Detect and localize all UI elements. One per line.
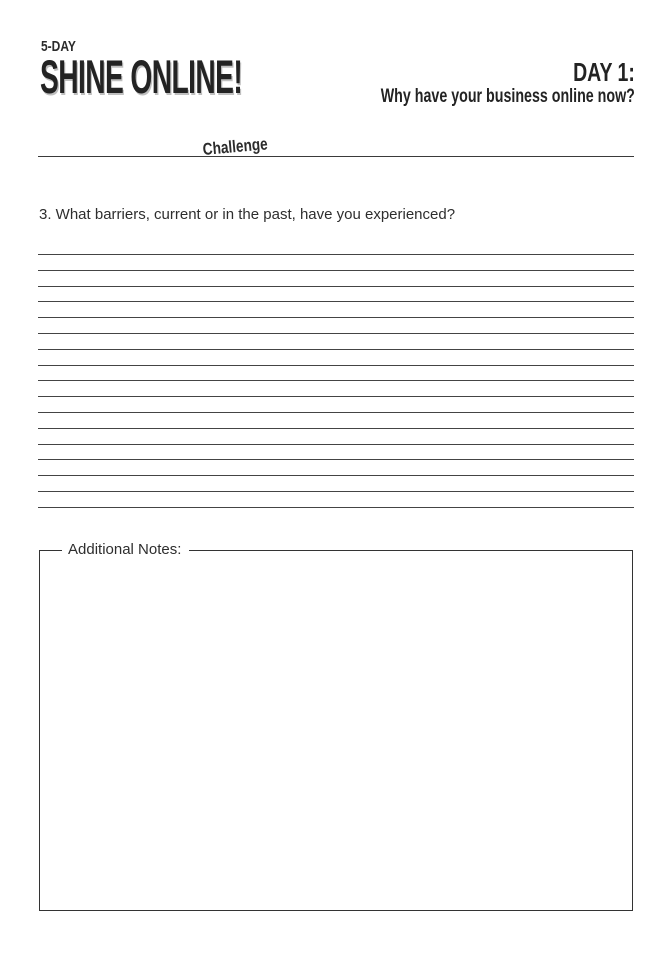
answer-line[interactable] [38, 286, 634, 287]
answer-line[interactable] [38, 317, 634, 318]
additional-notes-label: Additional Notes: [62, 541, 189, 559]
day-heading [296, 58, 635, 108]
logo-day-count: 5-DAY [41, 38, 76, 55]
answer-line[interactable] [38, 412, 634, 413]
logo-subtitle: Challenge [202, 134, 269, 159]
answer-line[interactable] [38, 475, 634, 476]
answer-line[interactable] [38, 301, 634, 302]
answer-line[interactable] [38, 349, 634, 350]
answer-line[interactable] [38, 507, 634, 508]
day-title: DAY 1: [573, 57, 635, 87]
header-divider [38, 156, 634, 157]
answer-line[interactable] [38, 380, 634, 381]
answer-line[interactable] [38, 396, 634, 397]
answer-line[interactable] [38, 428, 634, 429]
answer-line[interactable] [38, 365, 634, 366]
additional-notes-box[interactable] [39, 550, 633, 911]
answer-line[interactable] [38, 254, 634, 255]
answer-line[interactable] [38, 491, 634, 492]
answer-line[interactable] [38, 270, 634, 271]
answer-line[interactable] [38, 333, 634, 334]
answer-line[interactable] [38, 444, 634, 445]
question-prompt: 3. What barriers, current or in the past, have you experienced? [39, 206, 456, 223]
day-subtitle: Why have your business online now? [380, 86, 635, 107]
challenge-logo [40, 38, 290, 159]
logo-title: SHINE ONLINE! [40, 50, 243, 103]
answer-line[interactable] [38, 459, 634, 460]
